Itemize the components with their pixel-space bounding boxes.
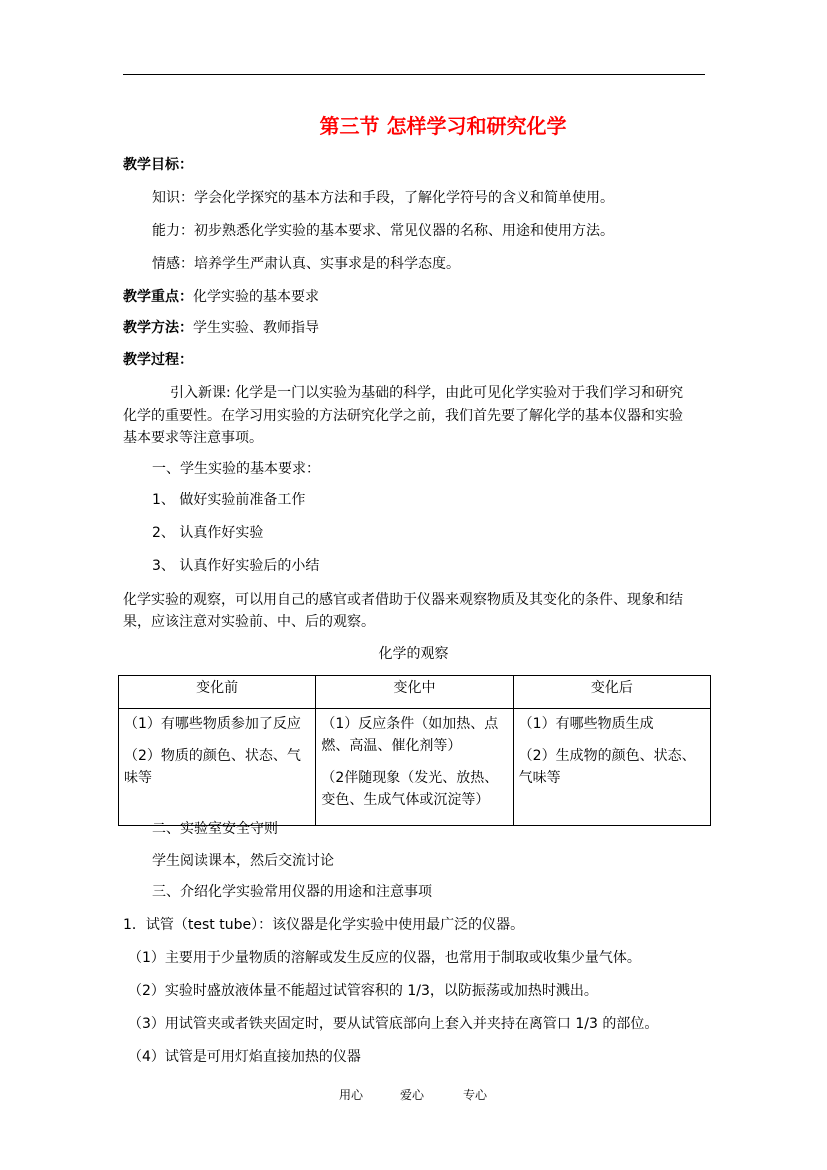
section1-item-3: 3、 认真作好实验后的小结 <box>152 558 320 574</box>
section3-heading: 三、介绍化学实验常用仪器的用途和注意事项 <box>152 884 432 900</box>
intro-line-1: 引入新课: 化学是一门以实验为基础的科学，由此可见化学实验对于我们学习和研究 <box>170 385 684 401</box>
cell-before-1: （1）有哪些物质参加了反应 <box>124 716 301 732</box>
cell-before-2: （2）物质的颜色、状态、气味等 <box>124 748 301 786</box>
key-point-heading: 教学重点： <box>123 289 193 305</box>
header-rule <box>123 74 705 75</box>
goal-knowledge: 知识：学会化学探究的基本方法和手段，了解化学符号的含义和简单使用。 <box>152 190 614 206</box>
table-header-after: 变化后 <box>513 676 710 709</box>
test-tube-point-4: （4）试管是可用灯焰直接加热的仪器 <box>128 1049 361 1065</box>
table-header-during: 变化中 <box>316 676 513 709</box>
table-caption: 化学的观察 <box>378 646 449 662</box>
method-line <box>123 318 319 338</box>
table-header-before: 变化前 <box>119 676 316 709</box>
observation-line-2: 果，应该注意对实验前、中、后的观察。 <box>123 614 375 630</box>
key-point-line <box>123 287 319 307</box>
goal-ability: 能力：初步熟悉化学实验的基本要求、常见仪器的名称、用途和使用方法。 <box>152 223 614 239</box>
intro-line-3: 基本要求等注意事项。 <box>123 430 263 446</box>
cell-after-1: （1）有哪些物质生成 <box>518 716 654 732</box>
teaching-goal-heading: 教学目标： <box>123 157 193 173</box>
test-tube-point-1: （1）主要用于少量物质的溶解或发生反应的仪器，也常用于制取或收集少量气体。 <box>128 950 641 966</box>
table-cell-during <box>316 709 513 826</box>
intro-line-2: 化学的重要性。在学习用实验的方法研究化学之前，我们首先要了解化学的基本仪器和实验 <box>123 408 683 424</box>
cell-during-2: （2伴随现象（发光、放热、变色、生成气体或沉淀等） <box>321 770 499 808</box>
section2-heading: 二、实验室安全守则 <box>152 821 278 837</box>
observation-line-1: 化学实验的观察，可以用自己的感官或者借助于仪器来观察物质及其变化的条件、现象和结 <box>123 592 683 608</box>
method-heading: 教学方法： <box>123 320 193 336</box>
table-cell-after <box>513 709 710 826</box>
test-tube-point-3: （3）用试管夹或者铁夹固定时，要从试管底部向上套入并夹持在离管口 1/3 的部位。 <box>128 1016 659 1032</box>
key-point-text: 化学实验的基本要求 <box>193 289 319 305</box>
cell-after-2: （2）生成物的颜色、状态、气味等 <box>518 748 696 786</box>
table-row <box>119 709 711 826</box>
footer-item: 用心 <box>339 1088 364 1102</box>
footer-item: 专心 <box>463 1088 488 1102</box>
cell-during-1: （1）反应条件（如加热、点燃、高温、催化剂等） <box>321 716 499 754</box>
section2-text: 学生阅读课本，然后交流讨论 <box>152 853 334 869</box>
table-cell-before <box>119 709 316 826</box>
method-text: 学生实验、教师指导 <box>193 320 319 336</box>
section1-item-2: 2、 认真作好实验 <box>152 525 264 541</box>
test-tube-point-2: （2）实验时盛放液体量不能超过试管容积的 1/3，以防振荡或加热时溅出。 <box>128 983 598 999</box>
table-header-row <box>119 676 711 709</box>
section1-item-1: 1、 做好实验前准备工作 <box>152 492 306 508</box>
footer-item: 爱心 <box>400 1088 425 1102</box>
process-heading: 教学过程： <box>123 352 193 368</box>
goal-emotion: 情感：培养学生严肃认真、实事求是的科学态度。 <box>152 256 460 272</box>
section3-item-1: 1．试管（test tube）：该仪器是化学实验中使用最广泛的仪器。 <box>123 917 525 933</box>
observation-table <box>118 675 711 826</box>
section1-heading: 一、学生实验的基本要求： <box>152 461 320 477</box>
page-title: 第三节 怎样学习和研究化学 <box>319 114 567 138</box>
